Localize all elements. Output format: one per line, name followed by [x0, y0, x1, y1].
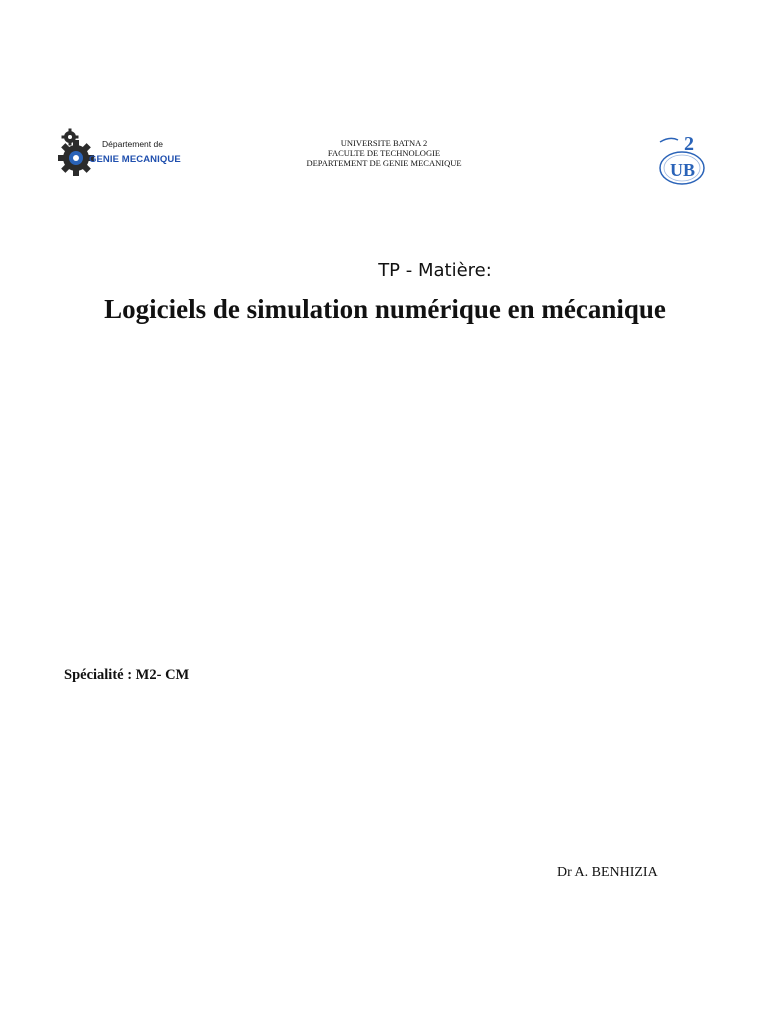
department-name: GENIE MECANIQUE: [89, 154, 181, 165]
university-name: UNIVERSITE BATNA 2: [340, 138, 428, 148]
author-name: Dr A. BENHIZIA: [557, 865, 658, 880]
university-seal-icon: [654, 128, 710, 188]
page-title: Logiciels de simulation numérique en mécanique: [104, 294, 666, 324]
university-logo: [654, 128, 710, 188]
seal-letters: UB: [670, 160, 696, 180]
gear-icon: [58, 128, 98, 178]
department-logo: [58, 128, 208, 178]
seal-numeral: 2: [684, 133, 694, 155]
department-full-name: DEPARTEMENT DE GENIE MECANIQUE: [306, 158, 462, 168]
course-prefix: TP - Matière:: [378, 260, 492, 281]
university-header: [234, 138, 534, 168]
department-label: Département de: [102, 139, 163, 149]
faculty-name: FACULTE DE TECHNOLOGIE: [327, 148, 441, 158]
specialty-label: Spécialité : M2- CM: [64, 667, 190, 683]
